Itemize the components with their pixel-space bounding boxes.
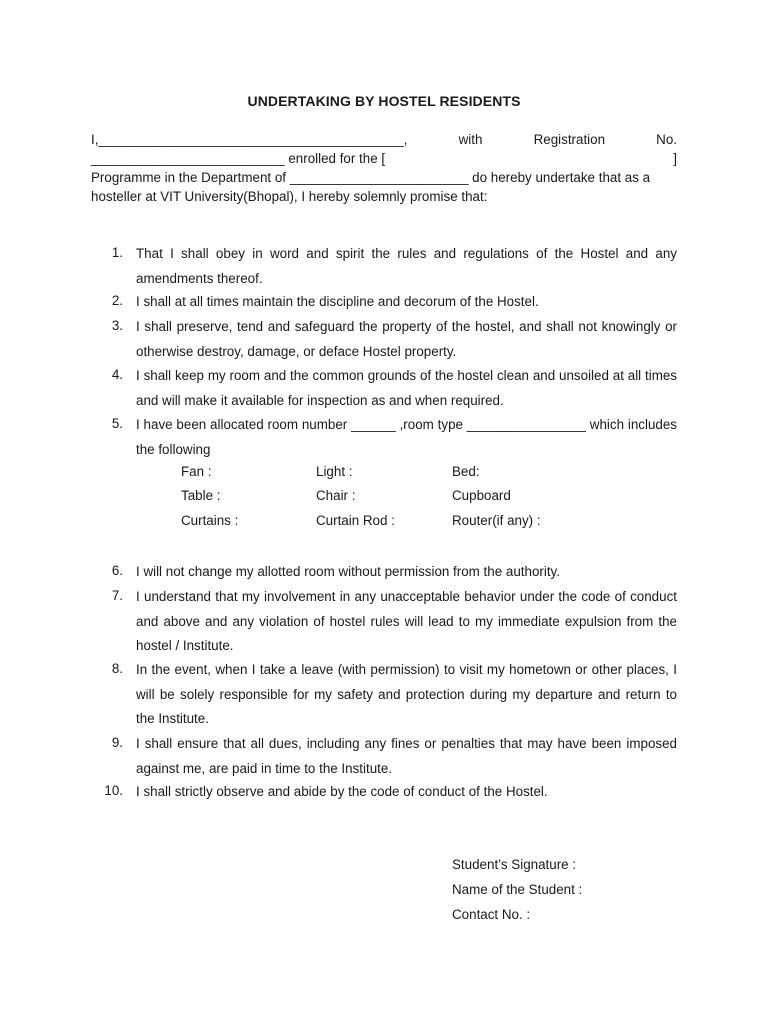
amenity-row	[181, 488, 581, 512]
item-number: 7.	[111, 588, 123, 603]
item-number: 6.	[111, 563, 123, 578]
item-number: 4.	[111, 367, 123, 382]
item-text: In the event, when I take a leave (with permission) to visit my hometown or other places, I will be solely responsible for my safety and protection during my departure and return to the Institute.	[136, 662, 677, 726]
amenity-curtain-rod: Curtain Rod :	[316, 513, 395, 528]
name-blank: I,_________________________________________,	[91, 132, 408, 147]
amenity-row	[181, 513, 581, 537]
item-text: I shall preserve, tend and safeguard the property of the hostel, and shall not knowingly or otherwise destroy, damage, or deface Hostel property.	[136, 319, 677, 359]
document-title: UNDERTAKING BY HOSTEL RESIDENTS	[247, 93, 521, 109]
item-text: I shall strictly observe and abide by the code of conduct of the Hostel.	[136, 784, 548, 799]
item-number: 5.	[111, 416, 123, 431]
item-text: I have been allocated room number ______ ,room type ________________ which includes the following	[136, 417, 677, 457]
amenity-light: Light :	[316, 464, 353, 479]
intro-line-2	[91, 149, 677, 168]
item-text: I shall at all times maintain the discipline and decorum of the Hostel.	[136, 294, 539, 309]
item-number: 9.	[111, 735, 123, 750]
amenity-fan: Fan :	[181, 464, 212, 479]
registration-word: Registration	[533, 132, 606, 147]
student-name-label: Name of the Student :	[452, 882, 583, 897]
amenity-bed: Bed:	[452, 464, 480, 479]
item-number: 10.	[104, 783, 123, 798]
no-word: No.	[656, 132, 677, 147]
item-number: 2.	[111, 293, 123, 308]
student-signature-label: Student’s Signature :	[452, 857, 577, 872]
enrolled-text: __________________________ enrolled for the [	[91, 151, 386, 166]
item-text: I understand that my involvement in any unacceptable behavior under the code of conduct and above and any violation of hostel rules will lead to my immediate expulsion from the hostel / Institute.	[136, 589, 677, 653]
item-number: 8.	[111, 661, 123, 676]
item-text: I shall keep my room and the common grounds of the hostel clean and unsoiled at all times and will make it available for inspection as and when required.	[136, 368, 677, 408]
item-number: 3.	[111, 318, 123, 333]
item-number: 1.	[111, 245, 123, 260]
amenity-chair: Chair :	[316, 488, 356, 503]
amenity-router: Router(if any) :	[452, 513, 541, 528]
item-text: I will not change my allotted room without permission from the authority.	[136, 564, 560, 579]
intro-line-4: hosteller at VIT University(Bhopal), I hereby solemnly promise that:	[91, 189, 488, 204]
amenity-row	[181, 464, 581, 488]
contact-number-label: Contact No. :	[452, 907, 531, 922]
item-text: That I shall obey in word and spirit the rules and regulations of the Hostel and any amendments thereof.	[136, 246, 677, 286]
amenity-curtains: Curtains :	[181, 513, 239, 528]
item-text: I shall ensure that all dues, including any fines or penalties that may have been imposed against me, are paid in time to the Institute.	[136, 736, 677, 776]
closing-bracket: ]	[673, 151, 677, 166]
intro-line-1	[91, 130, 677, 149]
with-word: with	[458, 132, 483, 147]
intro-line-3: Programme in the Department of ________________________ do hereby undertake that as a	[91, 170, 651, 185]
amenity-cupboard: Cupboard	[452, 488, 511, 503]
amenity-table: Table :	[181, 488, 221, 503]
